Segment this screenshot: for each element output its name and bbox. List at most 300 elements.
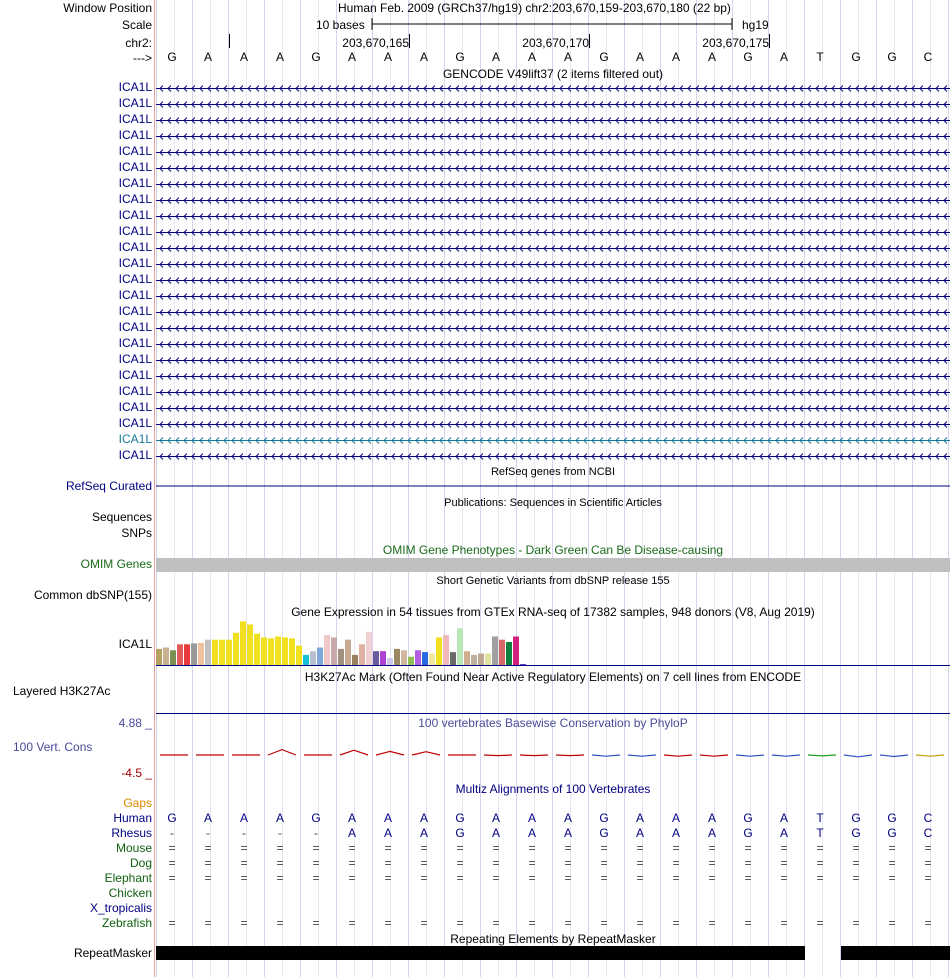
scale-bar-text: 10 bases (316, 18, 365, 32)
alignment-base: A (347, 811, 356, 825)
refseq-title: RefSeq genes from NCBI (490, 466, 616, 478)
alignment-base: G (743, 826, 753, 840)
alignment-base: = (240, 871, 248, 885)
species-label[interactable]: Human (113, 811, 152, 825)
gencode-gene-label[interactable]: ICA1L (118, 304, 152, 318)
chrom-tick-mark (769, 34, 770, 48)
gencode-gene-label[interactable]: ICA1L (118, 128, 152, 142)
gtex-tissue-bar (275, 636, 281, 665)
alignment-base: = (204, 856, 212, 870)
gencode-gene-label[interactable]: ICA1L (118, 176, 152, 190)
alignment-base: = (204, 871, 212, 885)
alignment-base: A (707, 811, 716, 825)
alignment-base: A (527, 811, 536, 825)
gtex-tissue-bar (478, 654, 484, 666)
browser-track-image[interactable] (156, 0, 950, 977)
gtex-tissue-bar (513, 636, 519, 665)
gtex-tissue-bar (289, 638, 295, 665)
alignment-base: = (312, 841, 320, 855)
gtex-tissue-bar (422, 652, 428, 665)
phylop-score (880, 755, 908, 757)
alignment-base: = (204, 916, 212, 930)
gencode-gene-label[interactable]: ICA1L (118, 240, 152, 254)
reference-base: G (887, 50, 897, 64)
reference-base: A (239, 50, 248, 64)
gencode-gene-label[interactable]: ICA1L (118, 320, 152, 334)
alignment-base: = (636, 871, 644, 885)
species-label[interactable]: Zebrafish (101, 916, 152, 930)
alignment-base: = (888, 841, 896, 855)
alignment-base: = (780, 916, 788, 930)
gtex-tissue-bar (492, 636, 498, 665)
gtex-tissue-bar (401, 650, 407, 665)
alignment-base: G (599, 811, 609, 825)
gtex-tissue-bar (184, 644, 190, 665)
alignment-base: G (743, 811, 753, 825)
alignment-base: = (672, 841, 680, 855)
alignment-base: = (312, 856, 320, 870)
gaps-label: Gaps (123, 796, 152, 810)
phylop-score (736, 755, 764, 756)
alignment-base: = (672, 916, 680, 930)
phylop-score (664, 755, 692, 756)
refseq-transcript[interactable] (156, 481, 950, 491)
label-divider (154, 0, 155, 977)
alignment-base: = (276, 856, 284, 870)
alignment-base: = (168, 916, 176, 930)
gencode-gene-label[interactable]: ICA1L (118, 192, 152, 206)
alignment-base: = (816, 871, 824, 885)
alignment-base: = (816, 841, 824, 855)
phylop-track-label[interactable]: 100 Vert. Cons (13, 740, 93, 754)
alignment-base: = (564, 856, 572, 870)
gtex-tissue-bar (261, 637, 267, 665)
alignment-base: = (852, 856, 860, 870)
multiz-title: Multiz Alignments of 100 Vertebrates (455, 782, 651, 796)
alignment-base: G (311, 811, 321, 825)
alignment-base: C (923, 826, 933, 840)
gencode-gene-label[interactable]: ICA1L (118, 272, 152, 286)
phylop-max-label: 4.88 _ (118, 716, 152, 730)
chrom-tick-label: 203,670,175 (702, 36, 769, 50)
gtex-tissue-bar (443, 635, 449, 665)
gtex-tissue-bar (268, 638, 274, 665)
alignment-base: G (887, 826, 897, 840)
scale-bar (370, 16, 736, 32)
alignment-base: = (492, 916, 500, 930)
alignment-base: = (528, 871, 536, 885)
alignment-base: = (168, 871, 176, 885)
gencode-gene-label[interactable]: ICA1L (118, 208, 152, 222)
phylop-score (772, 755, 800, 756)
alignment-base: = (888, 871, 896, 885)
alignment-base: A (635, 826, 644, 840)
gencode-gene-label[interactable]: ICA1L (118, 112, 152, 126)
gencode-gene-label[interactable]: ICA1L (118, 96, 152, 110)
window-position-label: Window Position (63, 1, 152, 15)
phylop-score (592, 755, 620, 756)
alignment-base: A (491, 811, 500, 825)
gtex-tissue-bar (254, 634, 260, 665)
alignment-base: = (888, 856, 896, 870)
alignment-base: = (564, 916, 572, 930)
alignment-base: = (852, 841, 860, 855)
alignment-base: = (636, 856, 644, 870)
gtex-tissue-bar (163, 648, 169, 665)
alignment-base: = (420, 916, 428, 930)
gtex-tissue-bar (191, 643, 197, 665)
alignment-base: = (708, 916, 716, 930)
alignment-base: = (924, 856, 932, 870)
gtex-gene-label[interactable]: ICA1L (118, 637, 152, 651)
alignment-base: - (314, 826, 318, 840)
reference-base: T (816, 50, 824, 64)
gencode-gene-label[interactable]: ICA1L (118, 416, 152, 430)
alignment-base: = (456, 856, 464, 870)
gtex-tissue-bar (429, 654, 435, 666)
phylop-score (520, 755, 548, 756)
gtex-tissue-bar (233, 633, 239, 665)
reference-base: A (779, 50, 788, 64)
alignment-base: G (455, 811, 465, 825)
alignment-base: T (816, 811, 824, 825)
alignment-base: = (744, 871, 752, 885)
alignment-base: = (744, 916, 752, 930)
repeatmasker-title: Repeating Elements by RepeatMasker (450, 932, 656, 946)
dbsnp-title: Short Genetic Variants from dbSNP release 155 (436, 575, 670, 587)
alignment-base: = (276, 841, 284, 855)
species-label[interactable]: X_tropicalis (89, 901, 152, 915)
gtex-tissue-bar (324, 635, 330, 665)
reference-base: G (743, 50, 753, 64)
sequences-track-label[interactable]: Sequences (91, 510, 152, 524)
gencode-gene-label[interactable]: ICA1L (118, 352, 152, 366)
reference-base: A (707, 50, 716, 64)
alignment-base: = (564, 841, 572, 855)
gtex-tissue-bar (352, 655, 358, 665)
alignment-base: A (527, 826, 536, 840)
gencode-gene-label[interactable]: ICA1L (118, 384, 152, 398)
gtex-tissue-bar (338, 649, 344, 665)
gtex-baseline (156, 665, 950, 666)
alignment-base: = (492, 841, 500, 855)
reference-base: A (419, 50, 428, 64)
alignment-base: = (348, 871, 356, 885)
species-label[interactable]: Dog (129, 856, 152, 870)
chrom-tick-label: 203,670,165 (342, 36, 409, 50)
alignment-base: = (420, 871, 428, 885)
alignment-base: = (780, 871, 788, 885)
alignment-base: = (924, 841, 932, 855)
phylop-title: 100 vertebrates Basewise Conservation by PhyloP (418, 716, 688, 730)
phylop-score (916, 755, 944, 756)
phylop-score (484, 755, 512, 756)
alignment-base: A (383, 811, 392, 825)
alignment-base: = (924, 871, 932, 885)
alignment-base: = (276, 916, 284, 930)
gencode-gene-label[interactable]: ICA1L (118, 432, 152, 446)
species-label[interactable]: Elephant (104, 871, 152, 885)
gtex-tissue-bar (282, 637, 288, 665)
alignment-base: = (924, 916, 932, 930)
phylop-score (268, 750, 296, 755)
alignment-base: = (780, 856, 788, 870)
chrom-tick-mark (409, 34, 410, 48)
chrom-tick-mark (589, 34, 590, 48)
gtex-tissue-bar (177, 644, 183, 665)
alignment-base: = (708, 871, 716, 885)
gtex-tissue-bar (310, 651, 316, 665)
alignment-base: = (240, 841, 248, 855)
alignment-base: = (600, 916, 608, 930)
gtex-tissue-bar (303, 655, 309, 665)
dbsnp-track-label[interactable]: Common dbSNP(155) (33, 588, 152, 602)
alignment-base: = (564, 871, 572, 885)
alignment-base: = (276, 871, 284, 885)
gtex-tissue-bar (219, 640, 225, 665)
species-label[interactable]: Chicken (108, 886, 152, 900)
gtex-tissue-bar (317, 648, 323, 665)
reference-base: A (491, 50, 500, 64)
reference-base: A (275, 50, 284, 64)
alignment-base: = (312, 871, 320, 885)
gtex-tissue-bar (408, 657, 414, 665)
alignment-base: A (635, 811, 644, 825)
h3k27ac-track-label[interactable]: Layered H3K27Ac (13, 684, 111, 698)
alignment-base: = (348, 916, 356, 930)
phylop-score (700, 755, 728, 756)
gtex-tissue-bar (359, 644, 365, 665)
alignment-base: = (348, 841, 356, 855)
gencode-gene-label[interactable]: ICA1L (118, 336, 152, 350)
alignment-base: = (708, 841, 716, 855)
reference-base: G (851, 50, 861, 64)
strand-label: ---> (133, 51, 152, 65)
alignment-base: = (240, 856, 248, 870)
alignment-base: = (852, 916, 860, 930)
assembly-label: hg19 (742, 18, 769, 32)
alignment-base: = (816, 916, 824, 930)
gtex-expression-chart[interactable] (156, 618, 950, 666)
gtex-tissue-bar (471, 655, 477, 665)
alignment-base: = (348, 856, 356, 870)
gencode-gene-label[interactable]: ICA1L (118, 160, 152, 174)
gtex-tissue-bar (226, 640, 232, 665)
gtex-tissue-bar (198, 643, 204, 665)
alignment-base: = (528, 916, 536, 930)
gencode-gene-label[interactable]: ICA1L (118, 80, 152, 94)
reference-base: A (671, 50, 680, 64)
gtex-title: Gene Expression in 54 tissues from GTEx RNA-seq of 17382 samples, 948 donors (V8, Aug 2019) (291, 605, 815, 619)
reference-base: C (923, 50, 933, 64)
repeatmasker-track-label[interactable]: RepeatMasker (73, 946, 152, 960)
gtex-tissue-bar (415, 650, 421, 665)
gtex-tissue-bar (205, 640, 211, 665)
alignment-base: = (744, 856, 752, 870)
reference-base: A (635, 50, 644, 64)
gencode-gene-label[interactable]: ICA1L (118, 288, 152, 302)
alignment-base: A (779, 826, 788, 840)
reference-base: A (563, 50, 572, 64)
alignment-base: = (492, 871, 500, 885)
alignment-base: G (455, 826, 465, 840)
window-position-value: Human Feb. 2009 (GRCh37/hg19) chr2:203,670,159-203,670,180 (22 bp) (338, 1, 731, 15)
repeat-element-right[interactable] (841, 946, 950, 960)
alignment-base: A (383, 826, 392, 840)
chrom-tick-mark (229, 34, 230, 48)
alignment-base: = (384, 856, 392, 870)
alignment-base: T (816, 826, 824, 840)
chrom-tick-label: 203,670,170 (522, 36, 589, 50)
alignment-base: = (384, 871, 392, 885)
scale-label: Scale (121, 18, 152, 32)
gtex-tissue-bar (499, 640, 505, 665)
gencode-gene-label[interactable]: ICA1L (118, 224, 152, 238)
alignment-base: - (206, 826, 210, 840)
omim-title: OMIM Gene Phenotypes - Dark Green Can Be Disease-causing (382, 543, 724, 557)
alignment-base: = (888, 916, 896, 930)
gtex-tissue-bar (296, 646, 302, 665)
gencode-gene-label[interactable]: ICA1L (118, 368, 152, 382)
gtex-tissue-bar (240, 621, 246, 665)
gtex-tissue-bar (380, 651, 386, 665)
alignment-base: = (852, 871, 860, 885)
gtex-tissue-bar (345, 640, 351, 665)
gencode-gene-label[interactable]: ICA1L (118, 400, 152, 414)
reference-base: G (455, 50, 465, 64)
phylop-wiggle[interactable] (156, 740, 950, 770)
gtex-tissue-bar (170, 650, 176, 665)
reference-base: G (599, 50, 609, 64)
alignment-base: A (347, 826, 356, 840)
alignment-base: A (419, 826, 428, 840)
reference-base: A (347, 50, 356, 64)
omim-gene-bar[interactable] (156, 558, 950, 572)
gtex-tissue-bar (485, 654, 491, 666)
publications-title: Publications: Sequences in Scientific Articles (444, 497, 662, 509)
reference-base: A (203, 50, 212, 64)
repeat-element-left[interactable] (156, 946, 805, 960)
alignment-base: = (672, 871, 680, 885)
omim-track-label[interactable]: OMIM Genes (80, 557, 152, 571)
gtex-tissue-bar (156, 649, 162, 665)
alignment-base: - (170, 826, 174, 840)
gencode-gene-label[interactable]: ICA1L (118, 448, 152, 462)
phylop-score (376, 751, 404, 755)
track-labels-pane (0, 0, 155, 977)
alignment-base: = (600, 841, 608, 855)
alignment-base: A (671, 811, 680, 825)
alignment-base: = (636, 841, 644, 855)
reference-base: A (383, 50, 392, 64)
gtex-tissue-bar (247, 625, 253, 665)
alignment-base: = (780, 841, 788, 855)
species-label[interactable]: Mouse (115, 841, 152, 855)
h3k27ac-baseline (156, 713, 950, 714)
alignment-base: A (203, 811, 212, 825)
gtex-tissue-bar (366, 632, 372, 665)
alignment-base: A (707, 826, 716, 840)
alignment-base: = (492, 856, 500, 870)
alignment-base: C (923, 811, 933, 825)
alignment-base: G (851, 826, 861, 840)
gtex-tissue-bar (387, 658, 393, 665)
h3k27ac-title: H3K27Ac Mark (Often Found Near Active Regulatory Elements) on 7 cell lines from ENCODE (304, 670, 802, 684)
alignment-base: = (708, 856, 716, 870)
alignment-base: = (168, 856, 176, 870)
gencode-gene-label[interactable]: ICA1L (118, 256, 152, 270)
gtex-tissue-bar (450, 652, 456, 665)
refseq-track-label[interactable]: RefSeq Curated (65, 479, 152, 493)
reference-base: G (311, 50, 321, 64)
reference-base: G (167, 50, 177, 64)
gtex-tissue-bar (436, 637, 442, 665)
alignment-base: G (851, 811, 861, 825)
gtex-tissue-bar (212, 640, 218, 665)
alignment-base: - (242, 826, 246, 840)
gtex-tissue-bar (331, 637, 337, 665)
reference-base: A (527, 50, 536, 64)
alignment-base: = (204, 841, 212, 855)
alignment-base: = (312, 916, 320, 930)
gtex-tissue-bar (506, 642, 512, 665)
phylop-score (412, 752, 440, 755)
alignment-base: G (887, 811, 897, 825)
alignment-base: = (456, 916, 464, 930)
alignment-base: = (420, 856, 428, 870)
alignment-base: = (600, 871, 608, 885)
alignment-base: A (419, 811, 428, 825)
chrom-label: chr2: (125, 36, 152, 50)
alignment-base: G (167, 811, 177, 825)
alignment-base: = (384, 916, 392, 930)
species-label[interactable]: Rhesus (111, 826, 152, 840)
alignment-base: A (491, 826, 500, 840)
snps-track-label[interactable]: SNPs (121, 526, 152, 540)
gencode-gene-label[interactable]: ICA1L (118, 144, 152, 158)
gtex-tissue-bar (373, 651, 379, 665)
gtex-tissue-bar (464, 651, 470, 665)
gtex-tissue-bar (394, 649, 400, 665)
alignment-base: A (275, 811, 284, 825)
alignment-base: = (816, 856, 824, 870)
alignment-base: = (672, 856, 680, 870)
alignment-base: A (779, 811, 788, 825)
gencode-title: GENCODE V49lift37 (2 items filtered out) (442, 67, 664, 81)
alignment-base: = (456, 841, 464, 855)
alignment-base: G (599, 826, 609, 840)
alignment-base: A (671, 826, 680, 840)
phylop-score (808, 755, 836, 756)
alignment-base: = (168, 841, 176, 855)
phylop-score (844, 755, 872, 757)
alignment-base: = (420, 841, 428, 855)
phylop-min-label: -4.5 _ (121, 766, 152, 780)
phylop-score (628, 755, 656, 756)
alignment-base: = (744, 841, 752, 855)
gtex-tissue-bar (457, 628, 463, 665)
gencode-transcripts[interactable] (156, 80, 950, 464)
phylop-score (340, 750, 368, 755)
alignment-base: = (600, 856, 608, 870)
alignment-base: = (456, 871, 464, 885)
alignment-base: A (563, 811, 572, 825)
alignment-base: - (278, 826, 282, 840)
alignment-base: A (239, 811, 248, 825)
alignment-base: A (563, 826, 572, 840)
phylop-score (556, 755, 584, 756)
alignment-base: = (384, 841, 392, 855)
